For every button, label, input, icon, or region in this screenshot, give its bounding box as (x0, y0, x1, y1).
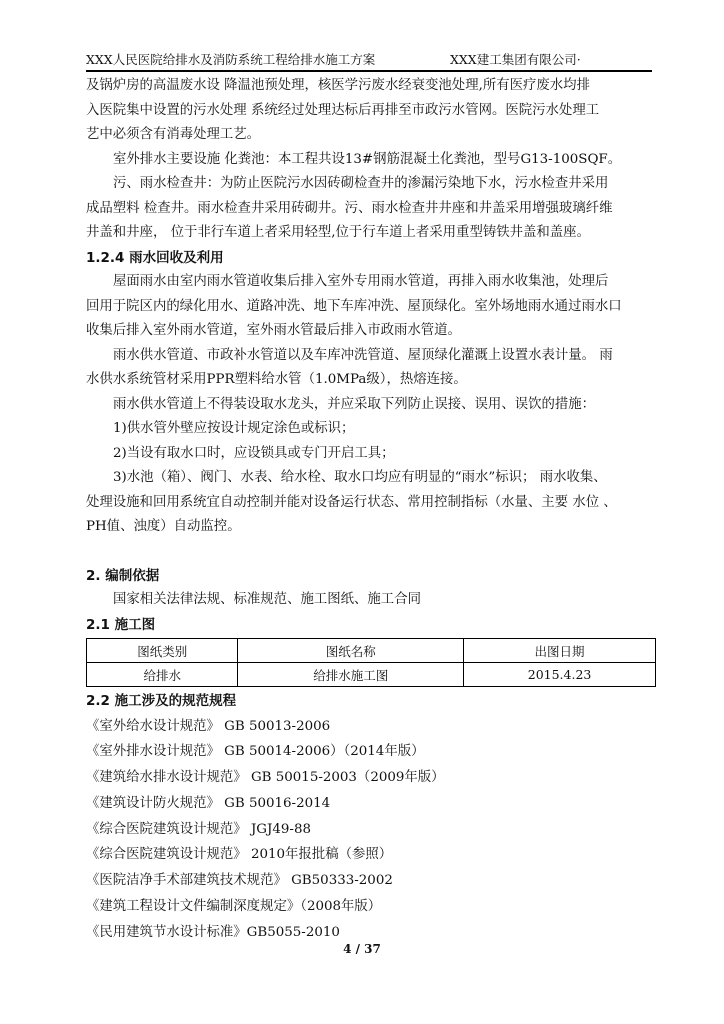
body-line: 井盖和井座， 位于非行车道上者采用轻型,位于行车道上者采用重型铸铁井盖和盖座。 (86, 225, 590, 240)
list-item: 《综合医院建筑设计规范》 2010年报批稿（参照） (86, 847, 393, 863)
list-item: 《室外排水设计规范》 GB 50014-2006）（2014年版） (86, 744, 425, 760)
list-item: 《医院洁净手术部建筑技术规范》 GB50333-2002 (86, 873, 393, 889)
list-item: 《建筑设计防火规范》 GB 50016-2014 (86, 795, 331, 811)
list-item: 《室外给水设计规范》 GB 50013-2006 (86, 718, 331, 734)
drawings-table (86, 638, 656, 687)
section-heading-2-1: 2.1 施工图 (86, 616, 156, 633)
body-line: PH值、浊度）自动监控。 (86, 519, 241, 534)
table-header-row (87, 639, 656, 663)
table-cell: 给排水 (87, 663, 238, 687)
table-header-cell: 图纸名称 (238, 639, 464, 663)
list-item: 3)水池（箱）、阀门、水表、给水栓、取水口均应有明显的“雨水”标识； 雨水收集、 (113, 470, 607, 485)
list-item: 《建筑工程设计文件编制深度规定》（2008年版） (86, 899, 382, 915)
page-header (86, 50, 652, 72)
body-line: 入医院集中设置的污水处理 系统经过处理达标后再排至市政污水管网。医院污水处理工 (86, 102, 600, 118)
body-line: 室外排水主要设施 化粪池：本工程共设13#钢筋混凝土化粪池，型号G13-100SQF。 (113, 151, 622, 167)
body-line: 水供水系统管材采用PPR塑料给水管（1.0MPa级），热熔连接。 (86, 372, 467, 387)
page-number: 4 / 37 (343, 942, 381, 956)
body-line: 及锅炉房的高温废水设 降温池预处理，核医学污废水经衰变池处理,所有医疗废水均排 (86, 78, 590, 93)
table-cell: 给排水施工图 (238, 663, 464, 687)
list-item: 《综合医院建筑设计规范》 JGJ49-88 (86, 821, 311, 837)
page-body (86, 74, 656, 946)
header-project-title: XXX人民医院给排水及消防系统工程给排水施工方案 (86, 52, 376, 67)
table-cell: 2015.4.23 (464, 663, 656, 687)
table-header-cell: 图纸类别 (87, 639, 238, 663)
section-heading-1-2-4: 1.2.4 雨水回收及利用 (86, 249, 224, 266)
body-line: 雨水供水管道上不得装设取水龙头，并应采取下列防止误接、误用、误饮的措施： (113, 396, 596, 412)
list-item: 2)当设有取水口时，应设锁具或专门开启工具； (113, 445, 395, 461)
body-line: 处理设施和回用系统宜自动控制并能对设备运行状态、常用控制指标（水量、主要 水位 、 (86, 494, 617, 510)
body-line: 污、雨水检查井：为防止医院污水因砖砌检查井的渗漏污染地下水，污水检查井采用 (113, 176, 609, 191)
table-header-cell: 出图日期 (464, 639, 656, 663)
standards-list (86, 714, 656, 946)
list-item: 《建筑给水排水设计规范》 GB 50015-2003（2009年版） (86, 770, 445, 786)
list-item: 1)供水管外壁应按设计规定涂色或标识； (113, 421, 355, 436)
section-heading-2: 2. 编制依据 (86, 567, 160, 584)
body-line: 屋面雨水由室内雨水管道收集后排入室外专用雨水管道，再排入雨水收集池，处理后 (113, 274, 609, 289)
body-line: 艺中必须含有消毒处理工艺。 (86, 127, 261, 142)
list-item: 《民用建筑节水设计标准》GB5055-2010 (86, 924, 340, 940)
spacer (86, 540, 656, 564)
header-company: XXX建工集团有限公司· (450, 52, 581, 67)
body-line: 收集后排入室外雨水管道，室外雨水管最后排入市政雨水管道。 (86, 323, 461, 338)
body-line: 国家相关法律法规、标准规范、施工图纸、施工合同 (113, 592, 421, 607)
table-row (87, 663, 656, 687)
body-line: 成品塑料 检查井。雨水检查井采用砖砌井。污、雨水检查井井座和井盖采用增强玻璃纤维 (86, 200, 613, 216)
body-line: 回用于院区内的绿化用水、道路冲洗、地下车库冲洗、屋顶绿化。室外场地雨水通过雨水口 (86, 298, 622, 314)
section-heading-2-2: 2.2 施工涉及的规范规程 (86, 693, 237, 709)
body-line: 雨水供水管道、市政补水管道以及车库冲洗管道、屋顶绿化灌溉上设置水表计量。 雨 (113, 347, 613, 363)
